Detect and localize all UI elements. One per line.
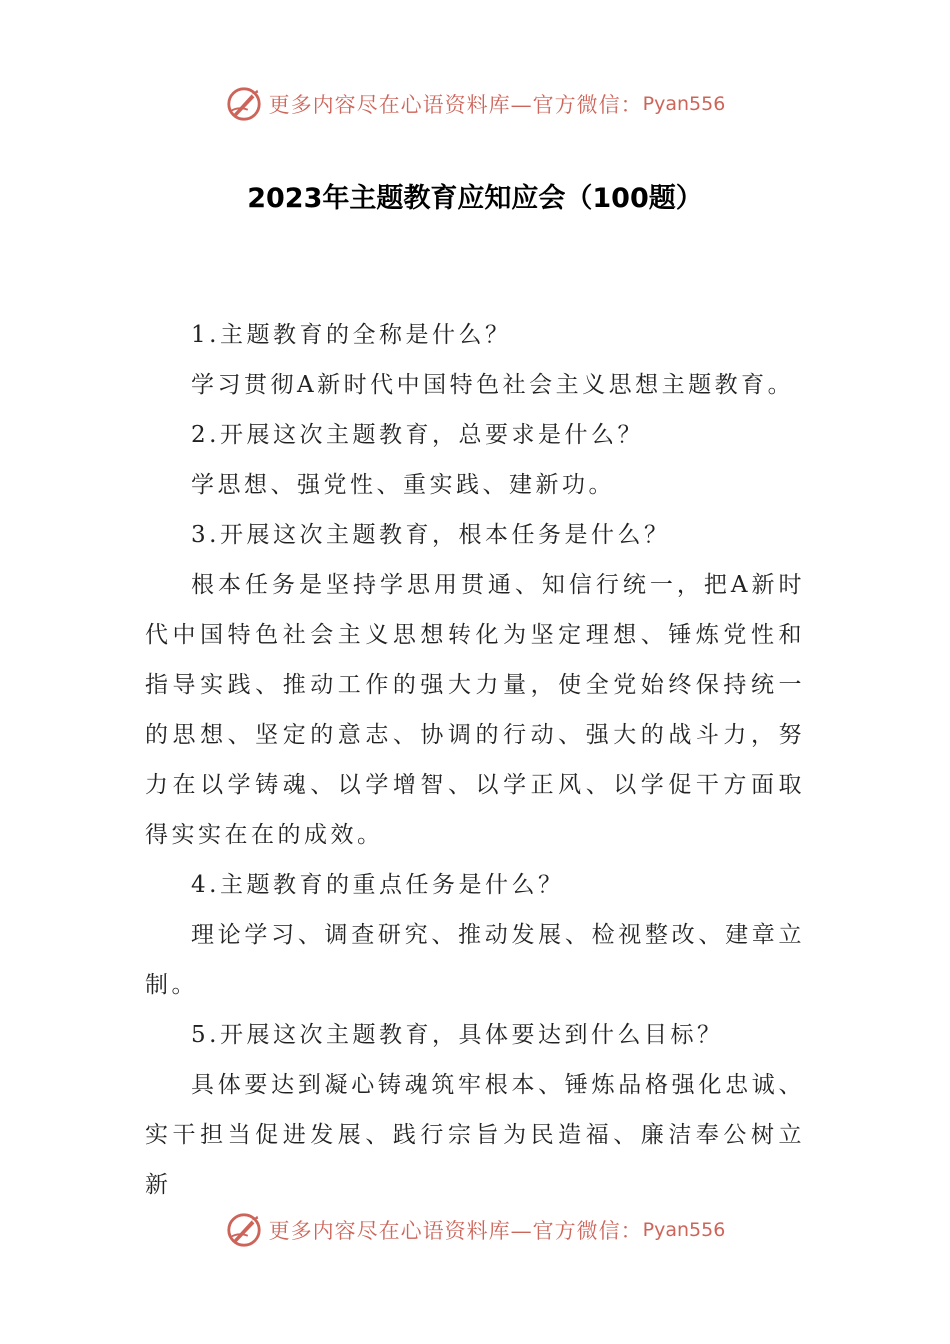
quill-pen-logo-icon: [225, 1211, 263, 1249]
question-4: 4.主题教育的重点任务是什么？: [191, 872, 565, 898]
banner-wechat-id: Pyan556: [642, 93, 726, 115]
banner-text: 更多内容尽在心语资料库—官方微信：: [268, 1219, 643, 1243]
answer-4: 理论学习、调查研究、推动发展、检视整改、建章立制。: [145, 922, 805, 998]
answer-1: 学习贯彻A新时代中国特色社会主义思想主题教育。: [191, 372, 795, 398]
answer-2: 学思想、强党性、重实践、建新功。: [191, 472, 615, 498]
footer-watermark-banner: [0, 1208, 950, 1252]
banner-wechat-id: Pyan556: [642, 1219, 726, 1241]
document-title: 2023年主题教育应知应会（100题）: [247, 183, 703, 214]
answer-5: 具体要达到凝心铸魂筑牢根本、锤炼品格强化忠诚、实干担当促进发展、践行宗旨为民造福、廉洁奉公树立新: [145, 1072, 805, 1198]
document-body: [145, 310, 805, 1210]
question-5: 5.开展这次主题教育，具体要达到什么目标？: [191, 1022, 724, 1048]
quill-pen-logo-icon: [225, 85, 263, 123]
banner-text: 更多内容尽在心语资料库—官方微信：: [268, 93, 643, 117]
answer-3: 根本任务是坚持学思用贯通、知信行统一，把A新时代中国特色社会主义思想转化为坚定理想、锤炼党性和指导实践、推动工作的强大力量，使全党始终保持统一的思想、坚定的意志、协调的行动、强大的战斗力，努力在以学铸魂、以学增智、以学正风、以学促干方面取得实实在在的成效。: [145, 572, 805, 848]
question-2: 2.开展这次主题教育，总要求是什么？: [191, 422, 644, 448]
question-3: 3.开展这次主题教育，根本任务是什么？: [191, 522, 671, 548]
header-watermark-banner: [0, 82, 950, 126]
question-1: 1.主题教育的全称是什么？: [191, 322, 512, 348]
